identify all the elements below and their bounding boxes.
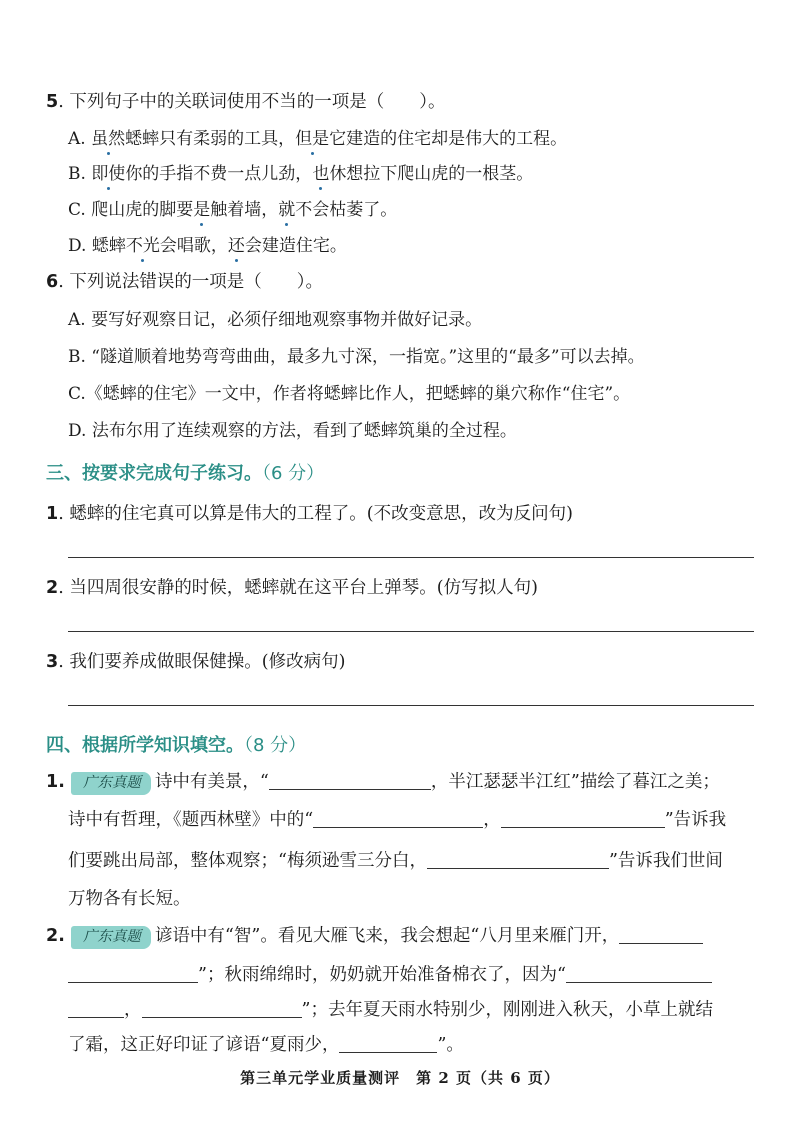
section-3-heading: 三、按要求完成句子练习。（6 分）	[46, 463, 325, 484]
answer-line-2[interactable]	[68, 631, 754, 632]
sec4-item-1-line-2: 诗中有哲理，《题西林壁》中的“ ， ”告诉我	[68, 810, 727, 830]
fill-blank[interactable]	[619, 925, 703, 944]
q6-option-b: B. “隧道顺着地势弯弯曲曲，最多九寸深，一指宽。”这里的“最多”可以去掉。	[68, 347, 645, 367]
fill-blank[interactable]	[566, 964, 712, 983]
guangdong-exam-tag: 广东真题	[71, 772, 151, 795]
q5-option-c: C. 爬山虎的脚要是触着墙，就不会枯萎了。	[68, 195, 397, 220]
sec4-item-2-line-4: 了霜，这正好印证了谚语“夏雨少， ”。	[68, 1035, 464, 1055]
q5-option-b: B. 即使你的手指不费一点儿劲，也休想拉下爬山虎的一根茎。	[68, 159, 533, 184]
sec4-item-1-line-4: 万物各有长短。	[68, 889, 191, 909]
q5-option-d: D. 蟋蟀不光会唱歌，还会建造住宅。	[68, 231, 347, 256]
sec3-item-3: 3. 我们要养成做眼保健操。(修改病句)	[46, 652, 346, 672]
fill-blank[interactable]	[142, 999, 302, 1018]
fill-blank[interactable]	[427, 850, 609, 869]
fill-blank[interactable]	[68, 964, 198, 983]
fill-blank[interactable]	[501, 809, 665, 828]
answer-line-1[interactable]	[68, 557, 754, 558]
q6-option-d: D. 法布尔用了连续观察的方法，看到了蟋蟀筑巢的全过程。	[68, 421, 517, 441]
q5-stem: 5. 下列句子中的关联词使用不当的一项是（ ）。	[46, 92, 446, 112]
q6-option-c: C.《蟋蟀的住宅》一文中，作者将蟋蟀比作人，把蟋蟀的巢穴称作“住宅”。	[68, 384, 631, 404]
q6-number: 6	[46, 272, 59, 292]
sec3-item-1: 1. 蟋蟀的住宅真可以算是伟大的工程了。(不改变意思，改为反问句)	[46, 504, 573, 524]
q5-option-a: A. 虽然蟋蟀只有柔弱的工具，但是它建造的住宅却是伟大的工程。	[68, 124, 567, 149]
page-footer: 第三单元学业质量测评 第 2 页（共 6 页）	[240, 1069, 560, 1087]
q5-number: 5	[46, 92, 59, 112]
sec4-item-2-line-3: ， ”；去年夏天雨水特别少，刚刚进入秋天，小草上就结	[68, 996, 713, 1021]
sec3-item-2: 2. 当四周很安静的时候，蟋蟀就在这平台上弹琴。(仿写拟人句)	[46, 578, 538, 598]
q6-option-a: A. 要写好观察日记，必须仔细地观察事物并做好记录。	[68, 310, 483, 330]
fill-blank[interactable]	[269, 771, 431, 790]
sec4-item-2-line-1: 2. 广东真题 谚语中有“智”。看见大雁飞来，我会想起“八月里来雁门开，	[46, 922, 703, 949]
fill-blank[interactable]	[313, 809, 483, 828]
guangdong-exam-tag-2: 广东真题	[71, 926, 151, 949]
q6-stem: 6. 下列说法错误的一项是（ ）。	[46, 272, 324, 292]
fill-blank[interactable]	[339, 1034, 437, 1053]
sec4-item-1-line-3: 们要跳出局部，整体观察；“梅须逊雪三分白， ”告诉我们世间	[68, 851, 723, 871]
sec4-item-1-line-1: 1. 广东真题 诗中有美景，“ ，半江瑟瑟半江红”描绘了暮江之美；	[46, 768, 720, 795]
sec4-item-2-line-2: ”；秋雨绵绵时，奶奶就开始准备棉衣了，因为“	[68, 961, 712, 986]
section-4-heading: 四、根据所学知识填空。（8 分）	[46, 735, 307, 756]
answer-line-3[interactable]	[68, 705, 754, 706]
fill-blank[interactable]	[68, 999, 124, 1018]
